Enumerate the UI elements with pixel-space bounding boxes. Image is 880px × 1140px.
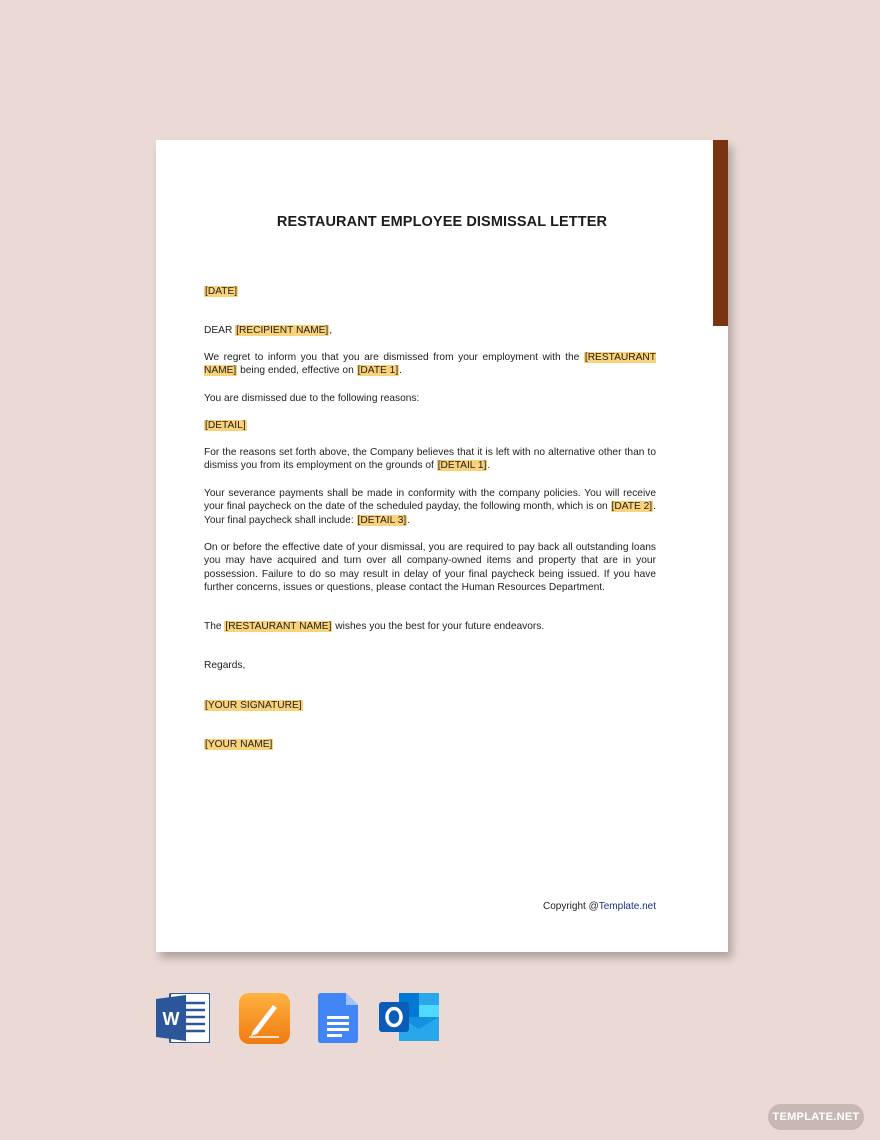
signature-line [204, 699, 656, 712]
detail3-placeholder: [DETAIL 3] [357, 514, 407, 526]
salutation [204, 324, 656, 337]
p1-text-b: being ended, effective on [237, 365, 357, 377]
paragraph-5: On or before the effective date of your dismissal, you are required to pay back all outstanding loans you may have acquired and turn over all company-owned items and property that are in your possession. Failure to do so may result in delay of your final paycheck being issued. If you have further concerns, issues or questions, please contact the Human Resources Department. [204, 542, 656, 594]
paragraph-4 [204, 487, 656, 527]
word-icon[interactable] [156, 993, 210, 1043]
name-line [204, 738, 656, 751]
date2-placeholder: [DATE 2] [611, 501, 653, 513]
recipient-placeholder: [RECIPIENT NAME] [236, 325, 329, 336]
date-placeholder: [DATE] [205, 286, 238, 297]
p4-text-c: . [407, 514, 411, 526]
outlook-icon[interactable] [379, 993, 439, 1043]
paragraph-2: You are dismissed due to the following reasons: [204, 393, 420, 404]
p3-text-a: For the reasons set forth above, the Company believes that it is left with no alternative other than to dismiss you from its employment on the grounds of [204, 447, 656, 472]
detail1-placeholder: [DETAIL 1] [437, 460, 487, 472]
salutation-suffix: , [329, 325, 333, 336]
restaurant-placeholder-2: [RESTAURANT NAME] [225, 621, 332, 632]
pages-icon[interactable] [239, 993, 290, 1044]
p6-text-a: The [204, 621, 225, 632]
name-placeholder: [YOUR NAME] [205, 739, 273, 750]
template-net-badge[interactable]: TEMPLATE.NET [768, 1104, 864, 1130]
svg-text:W: W [162, 1009, 180, 1029]
paragraph-3 [204, 446, 656, 473]
paragraph-1 [204, 351, 656, 378]
p1-text-c: . [399, 365, 403, 377]
copyright-prefix: Copyright @ [543, 901, 599, 912]
closing: Regards, [204, 660, 246, 671]
copyright-link[interactable]: Template.net [598, 901, 656, 912]
signature-placeholder: [YOUR SIGNATURE] [205, 700, 302, 711]
accent-bar [713, 140, 728, 326]
date-line [204, 285, 656, 298]
letter-page [156, 140, 728, 952]
salutation-prefix: DEAR [204, 325, 236, 336]
p1-text-a: We regret to inform you that you are dismissed from your employment with the [204, 352, 584, 363]
p6-text-b: wishes you the best for your future endeavors. [332, 621, 545, 632]
date1-placeholder: [DATE 1] [357, 365, 399, 377]
p4-text-a: Your severance payments shall be made in conformity with the company policies. You will receive your final paycheck on the date of the scheduled payday, the following month, which is on [204, 488, 656, 513]
letter-title: RESTAURANT EMPLOYEE DISMISSAL LETTER [276, 214, 608, 230]
p3-text-b: . [487, 460, 491, 472]
restaurant-placeholder: [RESTAURANT NAME] [204, 352, 656, 377]
copyright [543, 901, 656, 912]
p4-text-b: . Your final paycheck shall include: [204, 501, 656, 526]
paragraph-6 [204, 620, 656, 633]
detail-line [204, 419, 656, 432]
google-docs-icon[interactable] [318, 993, 358, 1043]
detail-placeholder: [DETAIL] [205, 420, 246, 431]
